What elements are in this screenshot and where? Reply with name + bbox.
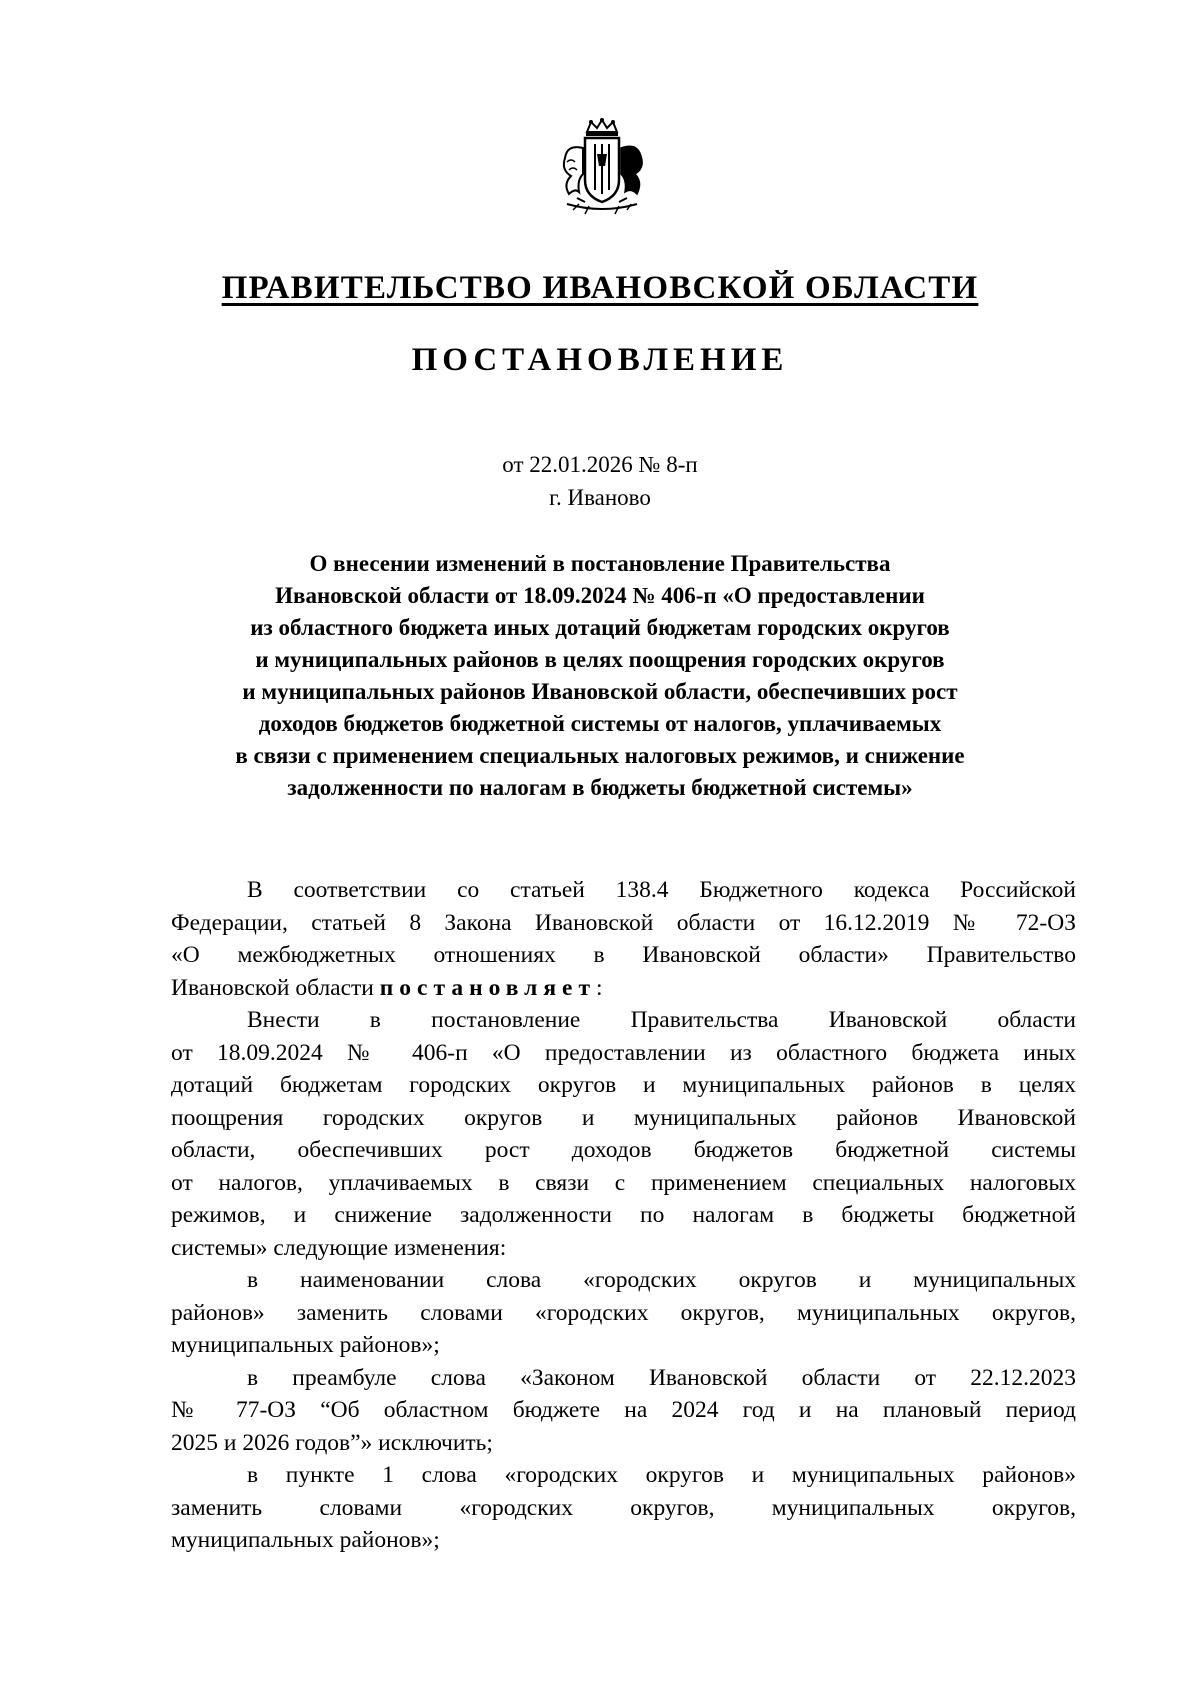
paragraph-name-change: [171, 1264, 1076, 1362]
body-line: Внести в постановление Правительства Ивановской области: [247, 1007, 1076, 1033]
body-line-text: Ивановской области: [171, 974, 380, 1001]
paragraph-item1-change: [171, 1459, 1076, 1557]
body-line: районов» заменить словами «городских округов, муниципальных округов,: [171, 1299, 1076, 1326]
paragraph-preamble-change: [171, 1362, 1076, 1460]
paragraph-preamble: [171, 874, 1076, 1004]
coat-of-arms-emblem-icon: [557, 118, 647, 220]
body-line: поощрения городских округов и муниципальных районов Ивановской: [171, 1104, 1076, 1131]
title-line: задолженности по налогам в бюджеты бюджетной системы»: [287, 775, 913, 800]
title-line: О внесении изменений в постановление Правительства: [309, 551, 891, 576]
body-line: системы» следующие изменения:: [171, 1234, 507, 1261]
body-line: режимов, и снижение задолженности по налогам в бюджеты бюджетной: [171, 1202, 1076, 1228]
title-line: доходов бюджетов бюджетной системы от налогов, уплачиваемых: [258, 711, 942, 736]
body-line: В соответствии со статьей 138.4 Бюджетного кодекса Российской: [247, 877, 1076, 903]
title-line: и муниципальных районов в целях поощрения городских округов: [255, 647, 945, 672]
title-line: в связи с применением специальных налоговых режимов, и снижение: [235, 743, 965, 768]
body-line: дотаций бюджетам городских округов и муниципальных районов в целях: [171, 1072, 1076, 1098]
body-line: от 18.09.2024 № 406-п «О предоставлении из областного бюджета иных: [171, 1039, 1076, 1066]
document-title: [150, 548, 1050, 804]
title-line: Ивановской области от 18.09.2024 № 406-п «О предоставлении: [275, 583, 925, 608]
body-line: муниципальных районов»;: [171, 1332, 440, 1358]
date-number-line: от 22.01.2026 № 8-п: [502, 452, 698, 477]
city-line: г. Иваново: [549, 485, 651, 510]
title-line: из областного бюджета иных дотаций бюджетам городских округов: [250, 615, 950, 640]
document-body: [171, 874, 1076, 1557]
body-line: № 77-ОЗ “Об областном бюджете на 2024 год и на плановый период: [171, 1397, 1076, 1423]
body-line: [171, 972, 1076, 1005]
title-line: и муниципальных районов Ивановской области, обеспечивших рост: [242, 679, 958, 704]
organization-heading: ПРАВИТЕЛЬСТВО ИВАНОВСКОЙ ОБЛАСТИ: [221, 270, 979, 306]
body-line: «О межбюджетных отношениях в Ивановской области» Правительство: [171, 942, 1076, 968]
body-line: в пункте 1 слова «городских округов и муниципальных районов»: [247, 1462, 1076, 1488]
document-type-heading: ПОСТАНОВЛЕНИЕ: [411, 342, 789, 378]
body-line: Федерации, статьей 8 Закона Ивановской области от 16.12.2019 № 72-ОЗ: [171, 909, 1076, 936]
body-line: в наименовании слова «городских округов и муниципальных: [247, 1267, 1076, 1293]
body-line: муниципальных районов»;: [171, 1527, 440, 1553]
body-line-text: :: [596, 974, 603, 1001]
resolves-word: постановляет: [379, 974, 597, 1001]
body-line: заменить словами «городских округов, муниципальных округов,: [171, 1494, 1076, 1521]
body-line: 2025 и 2026 годов”» исключить;: [171, 1429, 493, 1456]
body-line: от налогов, уплачиваемых в связи с применением специальных налоговых: [171, 1169, 1076, 1196]
body-line: в преамбуле слова «Законом Ивановской области от 22.12.2023: [247, 1364, 1076, 1391]
paragraph-amend: [171, 1004, 1076, 1264]
body-line: области, обеспечивших рост доходов бюджетов бюджетной системы: [171, 1137, 1076, 1163]
